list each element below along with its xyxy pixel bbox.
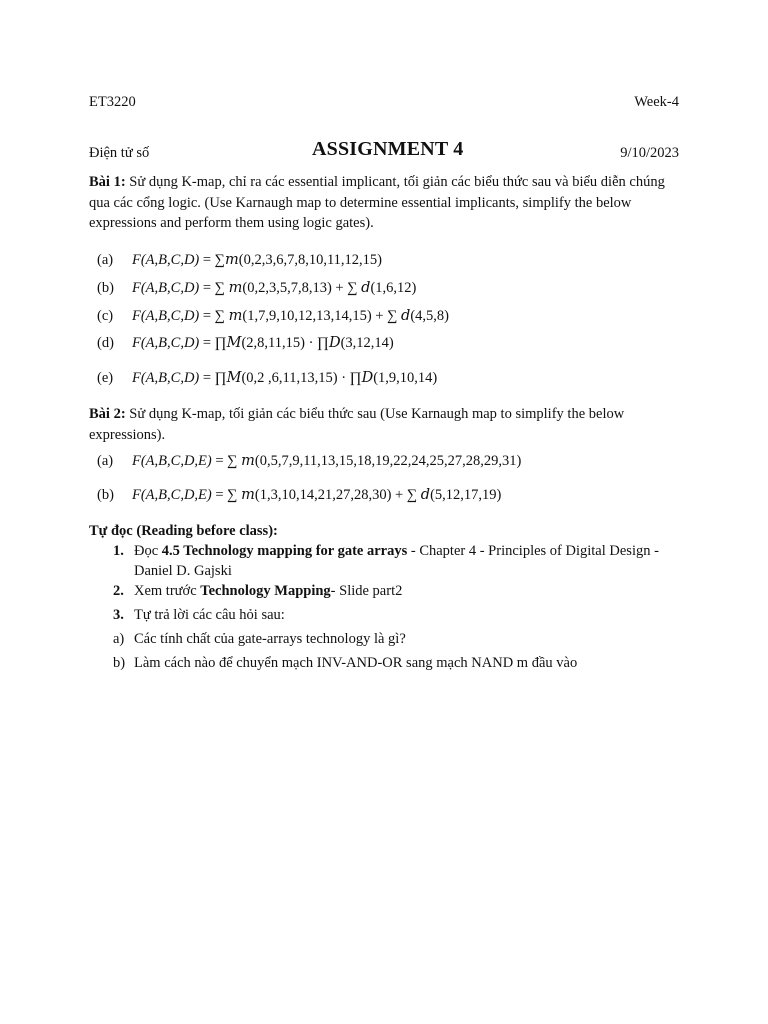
reading-item-1-cont: Daniel D. Gajski (134, 563, 232, 579)
week-label: Week-4 (634, 94, 679, 110)
bai2-instructions (89, 404, 679, 445)
bai2-text: Sử dụng K-map, tối giản các biểu thức sau (Use Karnaugh map to simplify the below expressions). (89, 406, 625, 443)
bai2-label: Bài 2: (89, 406, 126, 422)
subject-name: Điện tử số (89, 145, 150, 161)
course-code: ET3220 (89, 94, 136, 110)
page-title: ASSIGNMENT 4 (312, 138, 464, 160)
bai1-text: Sử dụng K-map, chỉ ra các essential implicant, tối giản các biểu thức sau và biểu diễn chúng qua các cổng logic. (Use Karnaugh map to determine essential implicants, simplify the below expressions and perform them using logic gates). (89, 174, 665, 231)
bai1-instructions (89, 172, 679, 234)
bai1-label: Bài 1: (89, 174, 126, 190)
reading-heading: Tự đọc (Reading before class): (89, 523, 278, 539)
date-label: 9/10/2023 (620, 145, 679, 161)
